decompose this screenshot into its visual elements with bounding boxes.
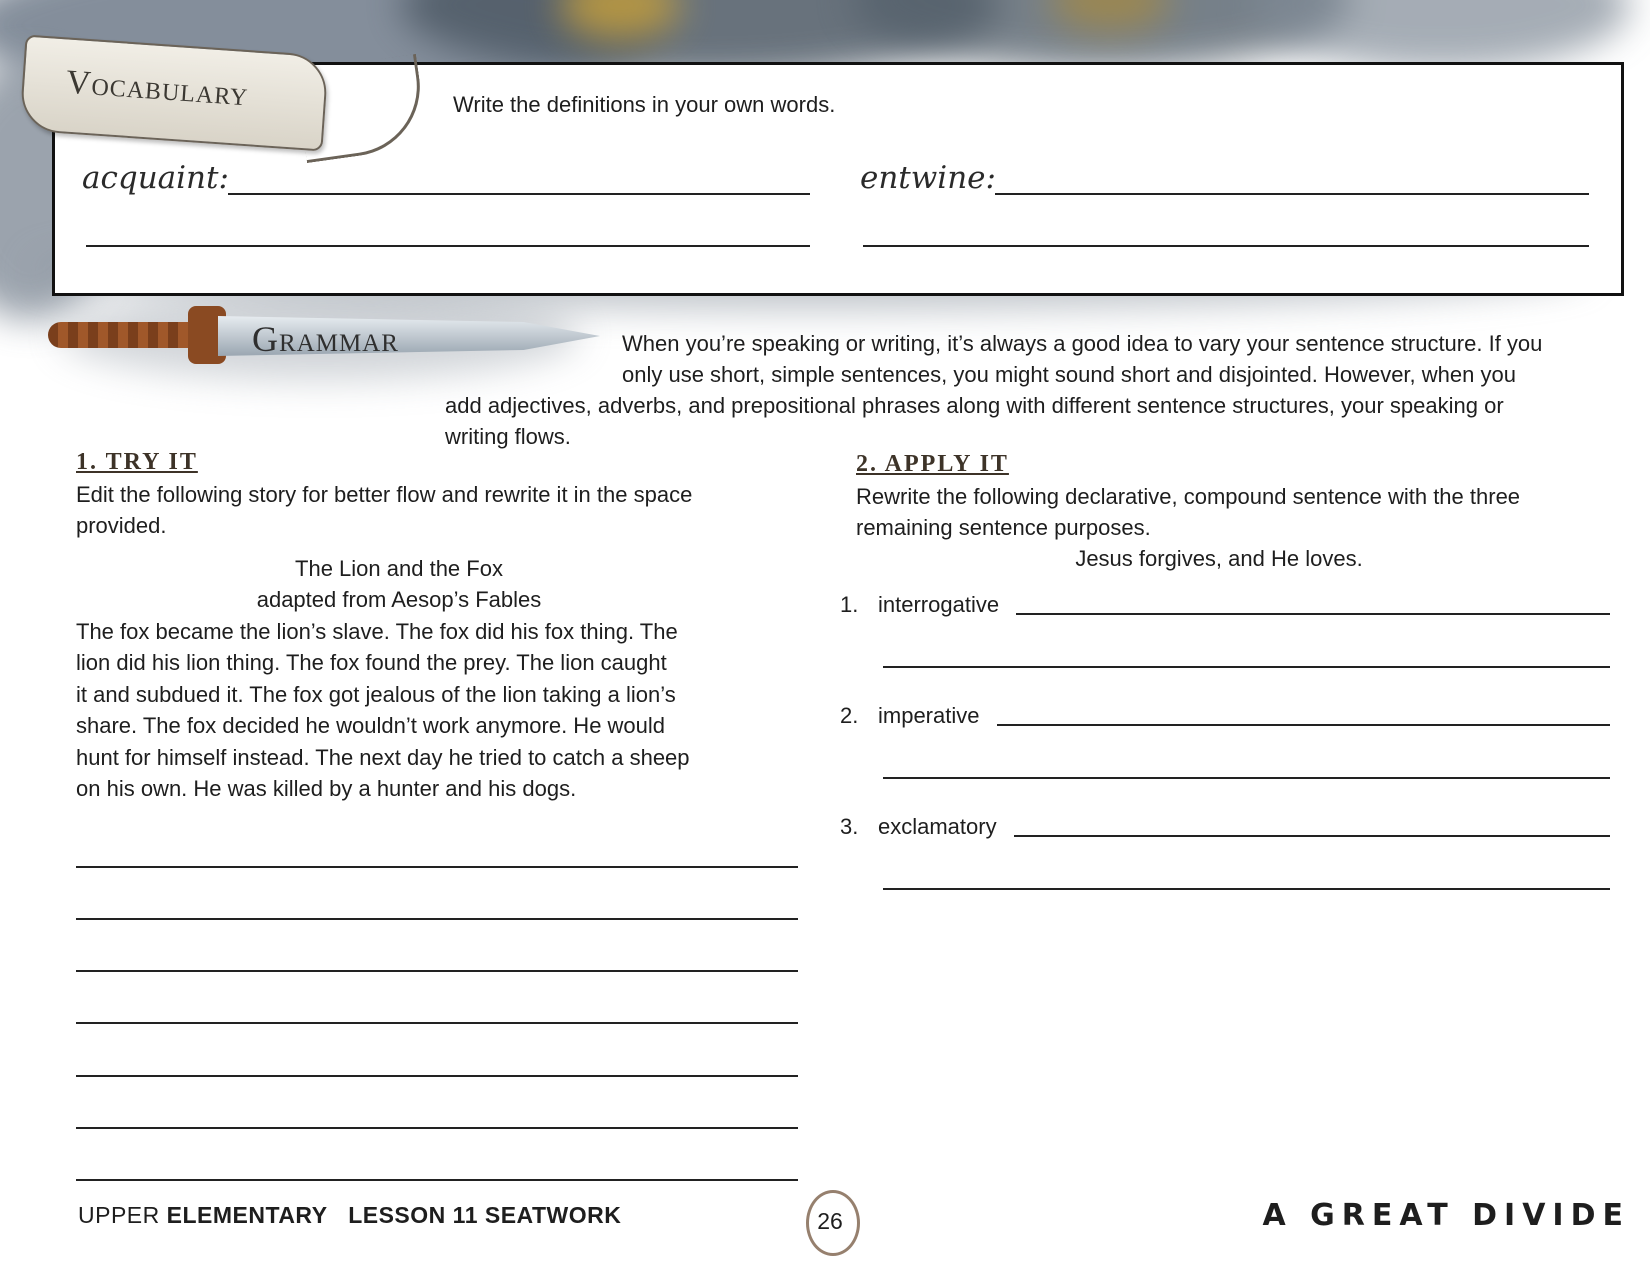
footer-elementary: ELEMENTARY xyxy=(166,1202,328,1228)
item-number: 1. xyxy=(840,592,859,617)
answer-line[interactable] xyxy=(1016,613,1610,615)
story-line: The fox became the lion’s slave. The fox did his fox thing. The xyxy=(76,619,678,644)
story-line: it and subdued it. The fox got jealous of the lion taking a lion’s xyxy=(76,682,676,707)
item-label-interrogative: interrogative xyxy=(878,592,1000,617)
apply-it-instruction: Rewrite the following declarative, compound sentence with the three xyxy=(856,484,1521,509)
story-line: on his own. He was killed by a hunter and his dogs. xyxy=(76,776,577,801)
vocab-word-acquaint: acquaint: xyxy=(82,160,229,196)
vocab-answer-line[interactable] xyxy=(863,245,1589,247)
rewrite-line[interactable] xyxy=(76,1075,798,1077)
story-source: adapted from Aesop’s Fables xyxy=(256,587,542,612)
vocabulary-banner-label: Vocabulary xyxy=(64,63,250,114)
story-line: lion did his lion thing. The fox found the prey. The lion caught xyxy=(76,650,667,675)
grammar-intro-line: add adjectives, adverbs, and prepositional phrases along with different sentence structures, your speaking or xyxy=(445,393,1504,418)
item-label-imperative: imperative xyxy=(878,703,980,728)
grammar-intro-line: writing flows. xyxy=(445,424,571,449)
item-number: 2. xyxy=(840,703,859,728)
grammar-intro-line: When you’re speaking or writing, it’s always a good idea to vary your sentence structure. If you xyxy=(622,331,1543,356)
answer-line[interactable] xyxy=(1014,835,1610,837)
footer-course xyxy=(78,1202,621,1229)
example-sentence: Jesus forgives, and He loves. xyxy=(1075,546,1363,571)
vocab-word-entwine: entwine: xyxy=(860,160,996,196)
grammar-intro-line: only use short, simple sentences, you might sound short and disjointed. However, when you xyxy=(622,362,1516,387)
rewrite-line[interactable] xyxy=(76,970,798,972)
rewrite-line[interactable] xyxy=(76,866,798,868)
vocabulary-instruction: Write the definitions in your own words. xyxy=(453,92,836,117)
answer-line[interactable] xyxy=(883,666,1610,668)
item-label-exclamatory: exclamatory xyxy=(878,814,997,839)
try-it-heading: 1. TRY IT xyxy=(76,449,198,475)
vocab-answer-line[interactable] xyxy=(228,193,810,195)
footer-lesson: LESSON 11 SEATWORK xyxy=(348,1202,622,1228)
story-line: hunt for himself instead. The next day he tried to catch a sheep xyxy=(76,745,690,770)
try-it-instruction: provided. xyxy=(76,513,167,538)
vocab-answer-line[interactable] xyxy=(995,193,1589,195)
rewrite-line[interactable] xyxy=(76,1179,798,1181)
answer-line[interactable] xyxy=(883,777,1610,779)
page-number: 26 xyxy=(817,1208,843,1234)
apply-it-instruction: remaining sentence purposes. xyxy=(856,515,1151,540)
book-title: A GREAT DIVIDE xyxy=(1262,1198,1630,1233)
vocab-answer-line[interactable] xyxy=(86,245,810,247)
footer-upper: UPPER xyxy=(78,1202,160,1228)
story-line: share. The fox decided he wouldn’t work anymore. He would xyxy=(76,713,666,738)
rewrite-line[interactable] xyxy=(76,1127,798,1129)
apply-it-heading: 2. APPLY IT xyxy=(856,451,1009,477)
item-number: 3. xyxy=(840,814,859,839)
rewrite-line[interactable] xyxy=(76,918,798,920)
answer-line[interactable] xyxy=(883,888,1610,890)
answer-line[interactable] xyxy=(997,724,1610,726)
try-it-instruction: Edit the following story for better flow and rewrite it in the space xyxy=(76,482,693,507)
grammar-banner-label: Grammar xyxy=(252,319,399,359)
story-title: The Lion and the Fox xyxy=(295,556,503,581)
rewrite-line[interactable] xyxy=(76,1022,798,1024)
